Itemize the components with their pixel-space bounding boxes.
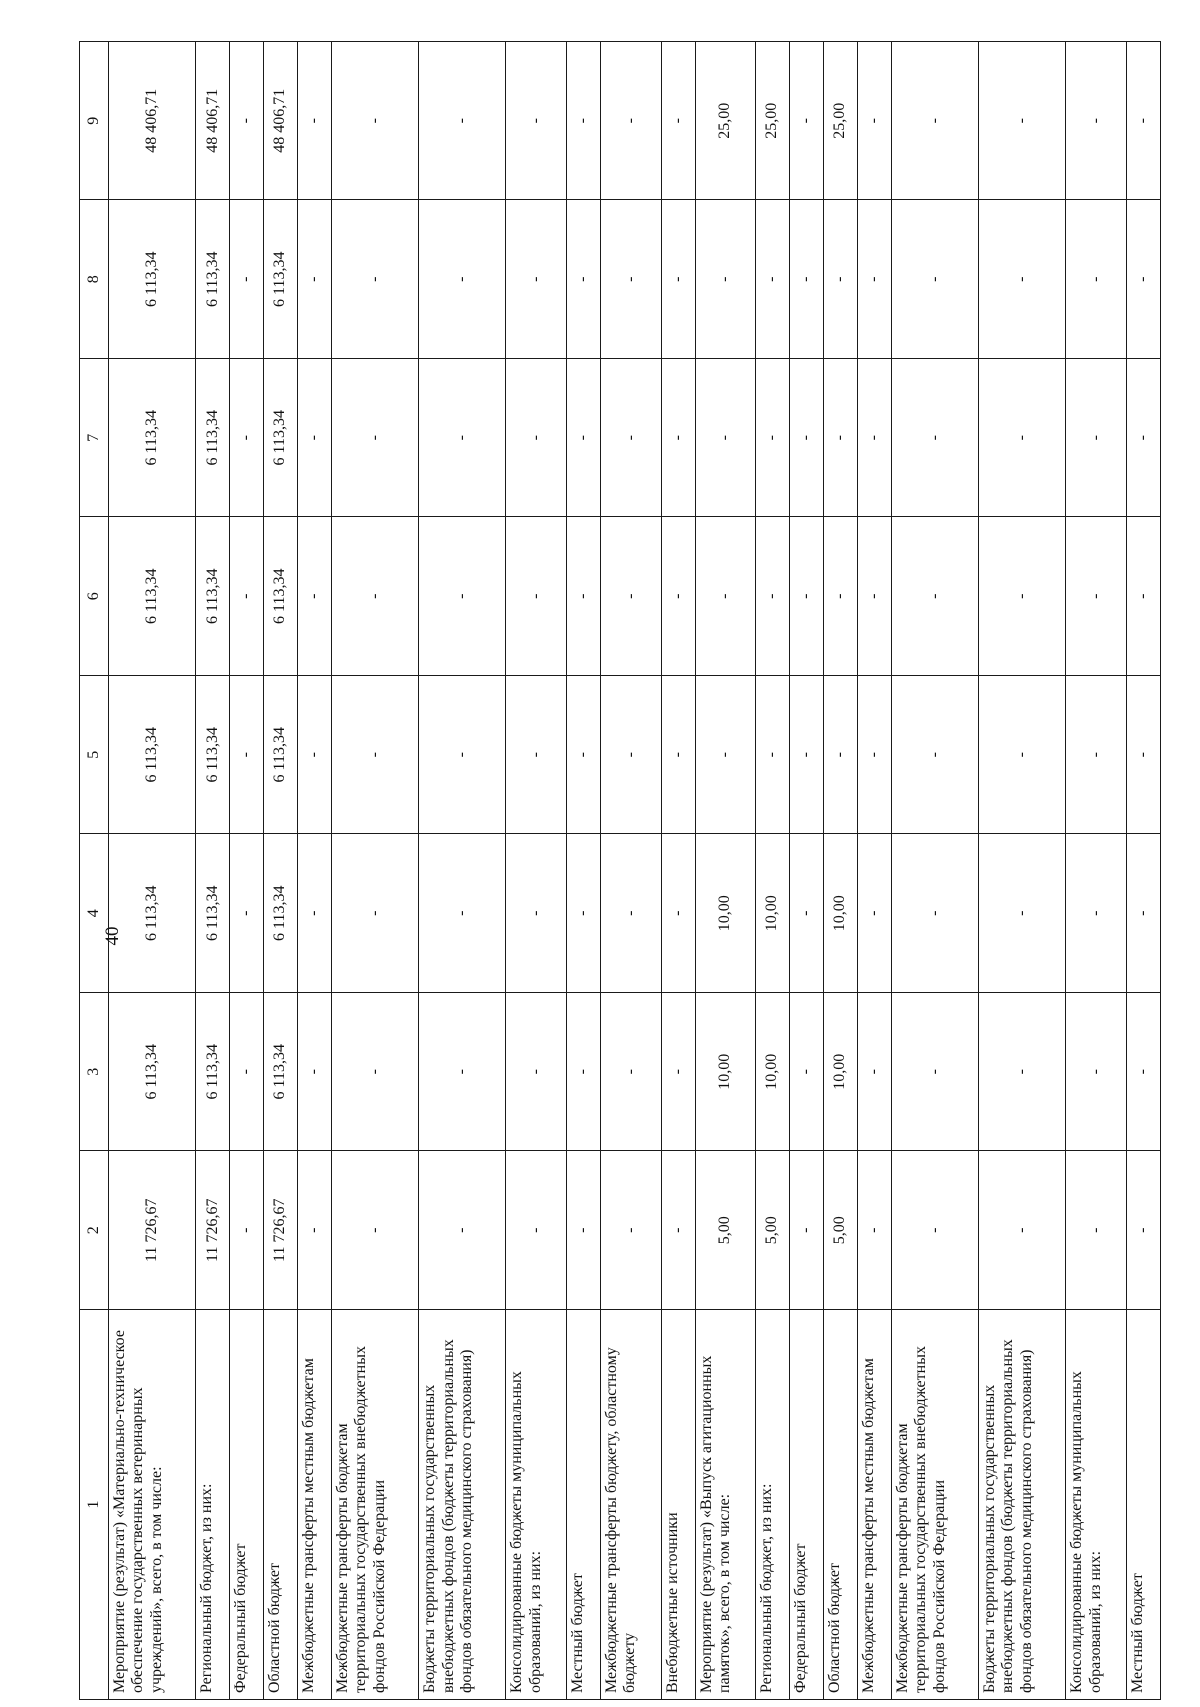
value-cell: 6 113,34: [196, 834, 230, 993]
value-cell: 6 113,34: [109, 834, 196, 993]
table-row: [695, 42, 756, 1700]
value-cell: -: [298, 359, 332, 518]
table-row: [661, 42, 695, 1700]
column-header: 3: [80, 993, 109, 1152]
value-cell: -: [1066, 517, 1127, 676]
value-cell: -: [567, 200, 601, 359]
row-label: Консолидированные бюджеты муниципальных образований, из них:: [1066, 1310, 1127, 1700]
table-row: [506, 42, 567, 1700]
value-cell: 10,00: [823, 834, 857, 993]
row-label: Бюджеты территориальных государственных внебюджетных фондов (бюджеты территориальных фондов обязательного медицинского страхования): [979, 1310, 1066, 1700]
value-cell: -: [230, 993, 264, 1152]
value-cell: 6 113,34: [264, 676, 298, 835]
value-cell: -: [823, 517, 857, 676]
value-cell: -: [331, 42, 418, 201]
table-row: [790, 42, 824, 1700]
row-label: Межбюджетные трансферты бюджету, областному бюджету: [601, 1310, 662, 1700]
value-cell: 6 113,34: [264, 993, 298, 1152]
value-cell: 5,00: [695, 1151, 756, 1310]
value-cell: 6 113,34: [264, 834, 298, 993]
value-cell: -: [419, 834, 506, 993]
value-cell: -: [506, 1151, 567, 1310]
row-label: Консолидированные бюджеты муниципальных образований, из них:: [506, 1310, 567, 1700]
value-cell: -: [1126, 834, 1160, 993]
value-cell: 10,00: [695, 993, 756, 1152]
value-cell: -: [331, 676, 418, 835]
value-cell: -: [298, 676, 332, 835]
value-cell: -: [695, 676, 756, 835]
value-cell: -: [331, 993, 418, 1152]
value-cell: -: [567, 359, 601, 518]
page-number: 40: [102, 926, 123, 946]
value-cell: -: [601, 359, 662, 518]
value-cell: -: [857, 676, 891, 835]
value-cell: -: [756, 676, 790, 835]
value-cell: -: [230, 1151, 264, 1310]
row-label: Местный бюджет: [567, 1310, 601, 1700]
table-row: [891, 42, 978, 1700]
table-row: [857, 42, 891, 1700]
value-cell: 48 406,71: [109, 42, 196, 201]
value-cell: -: [1126, 200, 1160, 359]
value-cell: -: [661, 517, 695, 676]
row-label: Бюджеты территориальных государственных внебюджетных фондов (бюджеты территориальных фондов обязательного медицинского страхования): [419, 1310, 506, 1700]
value-cell: 25,00: [695, 42, 756, 201]
value-cell: -: [979, 517, 1066, 676]
value-cell: -: [857, 517, 891, 676]
value-cell: -: [506, 993, 567, 1152]
row-label: Внебюджетные источники: [661, 1310, 695, 1700]
row-label: Федеральный бюджет: [230, 1310, 264, 1700]
value-cell: 6 113,34: [264, 517, 298, 676]
value-cell: -: [979, 1151, 1066, 1310]
value-cell: -: [857, 359, 891, 518]
value-cell: -: [857, 834, 891, 993]
value-cell: -: [331, 517, 418, 676]
value-cell: -: [419, 993, 506, 1152]
value-cell: -: [601, 676, 662, 835]
value-cell: -: [230, 834, 264, 993]
value-cell: -: [567, 42, 601, 201]
value-cell: -: [1126, 42, 1160, 201]
value-cell: -: [661, 42, 695, 201]
table-row: [264, 42, 298, 1700]
value-cell: 48 406,71: [264, 42, 298, 201]
value-cell: -: [419, 359, 506, 518]
table-row: [1126, 42, 1160, 1700]
value-cell: 6 113,34: [109, 359, 196, 518]
value-cell: 6 113,34: [264, 359, 298, 518]
value-cell: -: [1066, 359, 1127, 518]
value-cell: -: [331, 1151, 418, 1310]
value-cell: 6 113,34: [196, 676, 230, 835]
value-cell: -: [756, 359, 790, 518]
value-cell: 6 113,34: [196, 993, 230, 1152]
value-cell: -: [506, 517, 567, 676]
value-cell: -: [661, 993, 695, 1152]
value-cell: -: [567, 517, 601, 676]
value-cell: -: [695, 359, 756, 518]
value-cell: -: [419, 42, 506, 201]
value-cell: 10,00: [756, 834, 790, 993]
value-cell: -: [857, 42, 891, 201]
value-cell: -: [756, 200, 790, 359]
value-cell: 10,00: [756, 993, 790, 1152]
value-cell: -: [230, 42, 264, 201]
value-cell: -: [891, 42, 978, 201]
row-label: Межбюджетные трансферты местным бюджетам: [298, 1310, 332, 1700]
value-cell: -: [695, 200, 756, 359]
value-cell: -: [506, 42, 567, 201]
value-cell: -: [891, 1151, 978, 1310]
value-cell: -: [419, 517, 506, 676]
value-cell: -: [891, 993, 978, 1152]
value-cell: -: [1066, 42, 1127, 201]
value-cell: -: [891, 517, 978, 676]
value-cell: 6 113,34: [196, 200, 230, 359]
column-header: 4: [80, 834, 109, 993]
value-cell: -: [790, 517, 824, 676]
value-cell: 6 113,34: [109, 993, 196, 1152]
value-cell: -: [601, 517, 662, 676]
table-row: [1066, 42, 1127, 1700]
row-label: Региональный бюджет, из них:: [196, 1310, 230, 1700]
value-cell: -: [979, 993, 1066, 1152]
value-cell: -: [979, 676, 1066, 835]
value-cell: -: [1066, 676, 1127, 835]
table-row: [109, 42, 196, 1700]
column-header: 8: [80, 200, 109, 359]
value-cell: -: [891, 676, 978, 835]
row-label: Межбюджетные трансферты местным бюджетам: [857, 1310, 891, 1700]
value-cell: -: [1126, 359, 1160, 518]
value-cell: -: [790, 993, 824, 1152]
value-cell: 11 726,67: [109, 1151, 196, 1310]
value-cell: -: [230, 676, 264, 835]
value-cell: -: [298, 200, 332, 359]
column-header: 1: [80, 1310, 109, 1700]
value-cell: -: [1066, 200, 1127, 359]
row-label: Федеральный бюджет: [790, 1310, 824, 1700]
value-cell: 6 113,34: [109, 676, 196, 835]
value-cell: 48 406,71: [196, 42, 230, 201]
column-header: 9: [80, 42, 109, 201]
row-label: Региональный бюджет, из них:: [756, 1310, 790, 1700]
value-cell: 6 113,34: [196, 359, 230, 518]
value-cell: -: [506, 200, 567, 359]
value-cell: -: [298, 834, 332, 993]
value-cell: -: [1066, 1151, 1127, 1310]
row-label: Мероприятие (результат) «Выпуск агитационных памяток», всего, в том числе:: [695, 1310, 756, 1700]
table-body: [109, 42, 1161, 1700]
table-row: [601, 42, 662, 1700]
value-cell: -: [567, 993, 601, 1152]
value-cell: -: [230, 517, 264, 676]
value-cell: -: [790, 834, 824, 993]
value-cell: -: [661, 1151, 695, 1310]
value-cell: -: [756, 517, 790, 676]
value-cell: 25,00: [823, 42, 857, 201]
value-cell: -: [979, 200, 1066, 359]
table-row: [823, 42, 857, 1700]
value-cell: -: [891, 359, 978, 518]
value-cell: -: [661, 200, 695, 359]
value-cell: -: [661, 359, 695, 518]
row-label: Мероприятие (результат) «Материально-техническое обеспечение государственных ветеринарных учреждений», всего, в том числе:: [109, 1310, 196, 1700]
value-cell: 6 113,34: [109, 200, 196, 359]
value-cell: -: [695, 517, 756, 676]
value-cell: 10,00: [823, 993, 857, 1152]
table-row: [756, 42, 790, 1700]
value-cell: -: [298, 1151, 332, 1310]
table-row: [298, 42, 332, 1700]
value-cell: -: [790, 676, 824, 835]
value-cell: -: [857, 200, 891, 359]
value-cell: 5,00: [823, 1151, 857, 1310]
value-cell: -: [419, 1151, 506, 1310]
value-cell: -: [661, 676, 695, 835]
value-cell: 5,00: [756, 1151, 790, 1310]
value-cell: -: [230, 200, 264, 359]
value-cell: 6 113,34: [264, 200, 298, 359]
value-cell: -: [506, 676, 567, 835]
value-cell: -: [790, 359, 824, 518]
value-cell: -: [979, 42, 1066, 201]
value-cell: -: [1126, 517, 1160, 676]
value-cell: -: [823, 359, 857, 518]
header-row: [80, 42, 109, 1700]
value-cell: -: [298, 993, 332, 1152]
value-cell: -: [1126, 676, 1160, 835]
table-row: [196, 42, 230, 1700]
value-cell: -: [601, 834, 662, 993]
table-row: [230, 42, 264, 1700]
table-row: [331, 42, 418, 1700]
value-cell: -: [823, 676, 857, 835]
value-cell: -: [979, 359, 1066, 518]
value-cell: 25,00: [756, 42, 790, 201]
budget-table: [79, 41, 1161, 1700]
row-label: Областной бюджет: [264, 1310, 298, 1700]
value-cell: -: [601, 1151, 662, 1310]
value-cell: -: [419, 200, 506, 359]
value-cell: -: [661, 834, 695, 993]
value-cell: -: [601, 200, 662, 359]
value-cell: -: [823, 200, 857, 359]
value-cell: -: [857, 993, 891, 1152]
column-header: 7: [80, 359, 109, 518]
value-cell: -: [891, 200, 978, 359]
value-cell: -: [857, 1151, 891, 1310]
value-cell: -: [1126, 993, 1160, 1152]
value-cell: -: [230, 359, 264, 518]
value-cell: -: [331, 359, 418, 518]
row-label: Межбюджетные трансферты бюджетам территориальных государственных внебюджетных фондов Российской Федерации: [891, 1310, 978, 1700]
row-label: Областной бюджет: [823, 1310, 857, 1700]
table-row: [419, 42, 506, 1700]
value-cell: 10,00: [695, 834, 756, 993]
value-cell: -: [601, 42, 662, 201]
value-cell: -: [298, 42, 332, 201]
value-cell: -: [1126, 1151, 1160, 1310]
row-label: Местный бюджет: [1126, 1310, 1160, 1700]
value-cell: 6 113,34: [109, 517, 196, 676]
table-row: [979, 42, 1066, 1700]
value-cell: -: [567, 676, 601, 835]
value-cell: -: [790, 42, 824, 201]
value-cell: 6 113,34: [196, 517, 230, 676]
value-cell: -: [1066, 993, 1127, 1152]
value-cell: -: [979, 834, 1066, 993]
value-cell: -: [601, 993, 662, 1152]
value-cell: -: [790, 1151, 824, 1310]
value-cell: -: [790, 200, 824, 359]
value-cell: -: [891, 834, 978, 993]
value-cell: 11 726,67: [264, 1151, 298, 1310]
value-cell: -: [331, 834, 418, 993]
value-cell: -: [506, 359, 567, 518]
value-cell: -: [567, 1151, 601, 1310]
table-row: [567, 42, 601, 1700]
value-cell: -: [567, 834, 601, 993]
value-cell: -: [331, 200, 418, 359]
column-header: 2: [80, 1151, 109, 1310]
value-cell: -: [419, 676, 506, 835]
value-cell: 11 726,67: [196, 1151, 230, 1310]
value-cell: -: [1066, 834, 1127, 993]
column-header: 6: [80, 517, 109, 676]
value-cell: -: [506, 834, 567, 993]
column-header: 5: [80, 676, 109, 835]
row-label: Межбюджетные трансферты бюджетам территориальных государственных внебюджетных фондов Российской Федерации: [331, 1310, 418, 1700]
value-cell: -: [298, 517, 332, 676]
rotated-table-wrapper: [79, 42, 1161, 1700]
